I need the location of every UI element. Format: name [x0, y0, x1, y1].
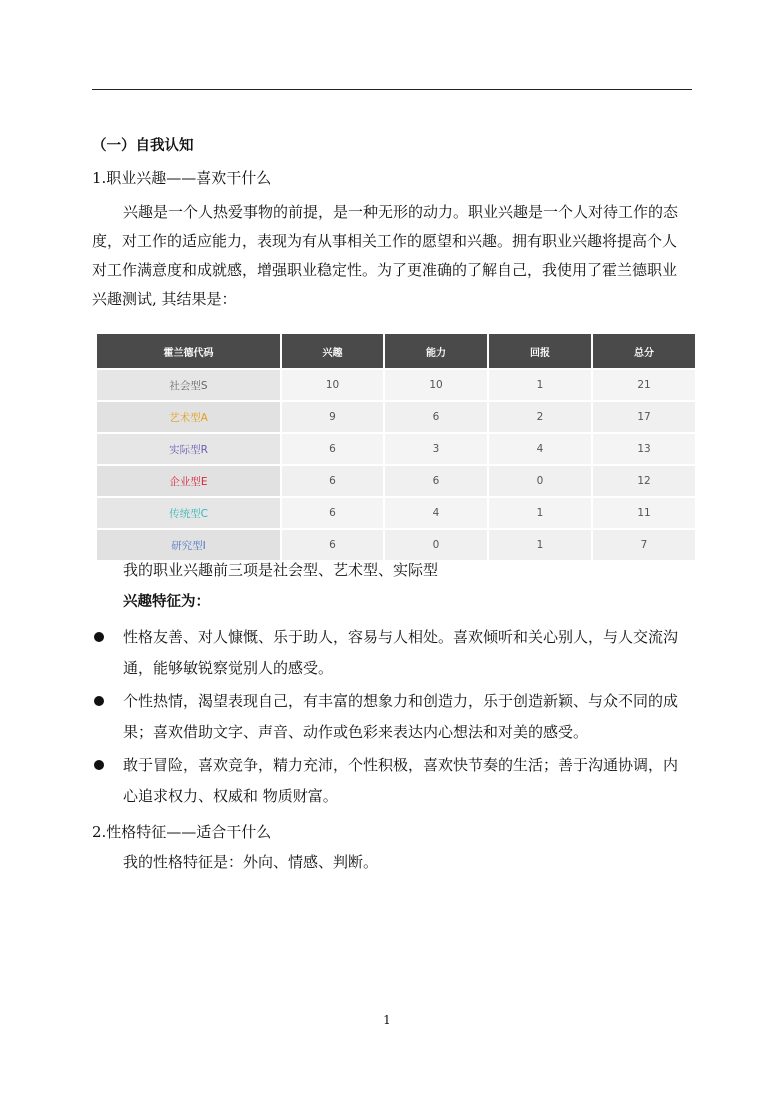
reward-cell: 1: [489, 528, 593, 560]
list-item: [92, 622, 696, 684]
list-item: [92, 750, 696, 812]
list-item-line: 果；喜欢借助文字、声音、动作或色彩来表达内心想法和对美的感受。: [123, 723, 589, 741]
interest-summary: 我的职业兴趣前三项是社会型、艺术型、实际型: [123, 561, 439, 579]
interest-cell: 6: [282, 528, 385, 560]
header-reward: 回报: [489, 334, 593, 368]
page-number: 1: [383, 1013, 391, 1027]
total-cell: 11: [593, 496, 697, 528]
reward-cell: 4: [489, 432, 593, 464]
ability-cell: 4: [385, 496, 489, 528]
bullet-icon: [94, 696, 104, 706]
intro-line: 兴趣测试, 其结果是：: [92, 290, 237, 308]
features-title: 兴趣特征为：: [123, 594, 210, 610]
interest-cell: 9: [282, 400, 385, 432]
personality-text: 我的性格特征是：外向、情感、判断。: [123, 853, 379, 871]
code-cell: 企业型E: [97, 464, 282, 496]
subsection-title-personality: 2.性格特征——适合干什么: [92, 823, 272, 841]
table-row: [97, 368, 697, 400]
ability-cell: 10: [385, 368, 489, 400]
ability-cell: 6: [385, 464, 489, 496]
feature-list: [92, 622, 696, 814]
code-cell: 研究型I: [97, 528, 282, 560]
ability-cell: 6: [385, 400, 489, 432]
reward-cell: 1: [489, 368, 593, 400]
header-ability: 能力: [385, 334, 489, 368]
header-code: 霍兰德代码: [97, 334, 282, 368]
total-cell: 21: [593, 368, 697, 400]
list-item-line: 个性热情，渴望表现自己，有丰富的想象力和创造力，乐于创造新颖、与众不同的成: [123, 692, 679, 710]
ability-cell: 3: [385, 432, 489, 464]
holland-code-table: [97, 334, 697, 560]
code-cell: 实际型R: [97, 432, 282, 464]
table-row: [97, 496, 697, 528]
intro-paragraph: [92, 198, 696, 314]
interest-cell: 6: [282, 432, 385, 464]
total-cell: 7: [593, 528, 697, 560]
total-cell: 12: [593, 464, 697, 496]
ability-cell: 0: [385, 528, 489, 560]
interest-cell: 10: [282, 368, 385, 400]
subsection-title-interest: 1.职业兴趣——喜欢干什么: [92, 169, 272, 187]
list-item-line: 性格友善、对人慷慨、乐于助人，容易与人相处。喜欢倾听和关心别人，与人交流沟: [123, 628, 679, 646]
list-item: [92, 686, 696, 748]
section-title: （一）自我认知: [92, 138, 194, 154]
header-total: 总分: [593, 334, 697, 368]
intro-line: 对工作满意度和成就感，增强职业稳定性。为了更准确的了解自己，我使用了霍兰德职业: [92, 261, 678, 279]
total-cell: 17: [593, 400, 697, 432]
intro-line: 度，对工作的适应能力，表现为有从事相关工作的愿望和兴趣。拥有职业兴趣将提高个人: [92, 232, 678, 250]
reward-cell: 0: [489, 464, 593, 496]
table-row: [97, 432, 697, 464]
table-row: [97, 464, 697, 496]
table-header-row: [97, 334, 697, 368]
code-cell: 艺术型A: [97, 400, 282, 432]
table-row: [97, 528, 697, 560]
reward-cell: 1: [489, 496, 593, 528]
code-cell: 传统型C: [97, 496, 282, 528]
intro-line: 兴趣是一个人热爱事物的前提，是一种无形的动力。职业兴趣是一个人对待工作的态: [123, 203, 679, 221]
list-item-line: 通，能够敏锐察觉别人的感受。: [123, 659, 334, 677]
reward-cell: 2: [489, 400, 593, 432]
header-rule: [92, 89, 692, 90]
interest-cell: 6: [282, 496, 385, 528]
header-interest: 兴趣: [282, 334, 385, 368]
list-item-line: 敢于冒险，喜欢竞争，精力充沛，个性积极，喜欢快节奏的生活；善于沟通协调，内: [123, 756, 679, 774]
bullet-icon: [94, 760, 104, 770]
list-item-line: 心追求权力、权威和 物质财富。: [123, 787, 338, 805]
total-cell: 13: [593, 432, 697, 464]
interest-cell: 6: [282, 464, 385, 496]
table-row: [97, 400, 697, 432]
code-cell: 社会型S: [97, 368, 282, 400]
bullet-icon: [94, 632, 104, 642]
